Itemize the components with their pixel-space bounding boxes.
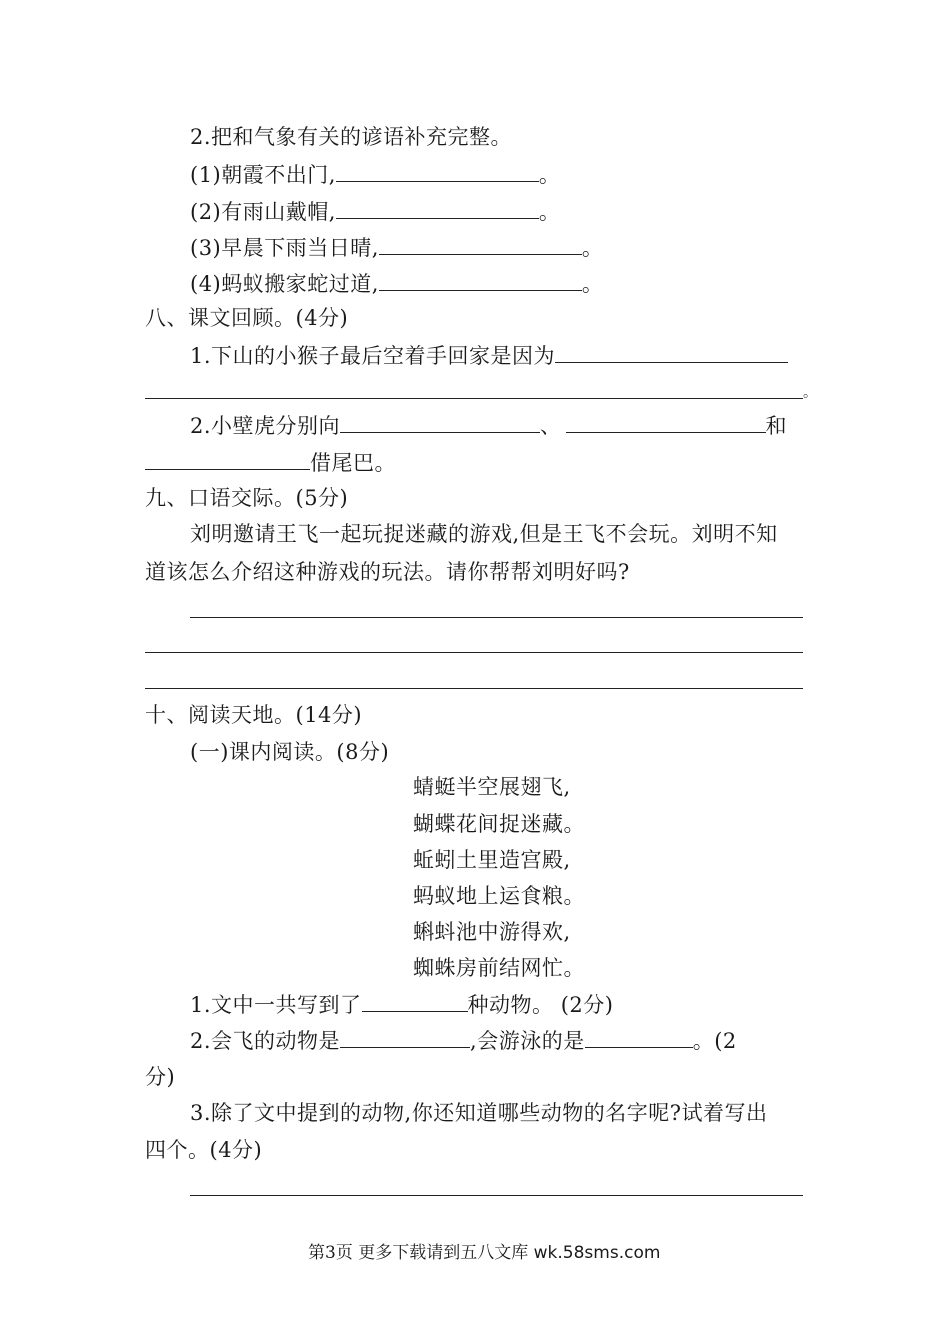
answer-blank[interactable]	[362, 989, 468, 1012]
footer-text: 第3页 更多下载请到五八文库	[308, 1243, 529, 1263]
proverb-text: (2)有雨山戴帽,	[190, 200, 336, 224]
answer-blank[interactable]	[340, 410, 540, 433]
subsection-heading: (一)课内阅读。(8分)	[190, 740, 390, 764]
period: 。	[803, 385, 818, 401]
poem-line: 蝴蝶花间捉迷藏。	[413, 812, 585, 836]
poem-line: 蝌蚪池中游得欢,	[413, 920, 571, 944]
question-text: 借尾巴。	[310, 451, 396, 475]
question-text: 1.下山的小猴子最后空着手回家是因为	[190, 344, 556, 368]
poem-line: 蜻蜓半空展翅飞,	[413, 775, 571, 799]
review-question-2-cont	[145, 447, 396, 478]
period: 。	[538, 200, 561, 224]
poem-line: 蚯蚓土里造宫殿,	[413, 848, 571, 872]
question-text: 2.小壁虎分别向	[190, 414, 341, 438]
reading-question-2-cont: 分)	[145, 1065, 176, 1089]
separator: 、	[540, 414, 562, 438]
question-text: ,会游泳的是	[470, 1029, 585, 1053]
prompt-line-1: 刘明邀请王飞一起玩捉迷藏的游戏,但是王飞不会玩。刘明不知	[190, 522, 778, 546]
proverb-item-4	[190, 268, 603, 299]
reading-question-3: 3.除了文中提到的动物,你还知道哪些动物的名字呢?试着写出	[190, 1101, 768, 1125]
question-text: 1.文中一共写到了	[190, 993, 362, 1017]
proverb-text: (1)朝霞不出门,	[190, 163, 336, 187]
question-text: 2.会飞的动物是	[190, 1029, 341, 1053]
answer-blank[interactable]	[379, 268, 582, 291]
answer-blank[interactable]	[336, 196, 539, 219]
poem-line: 蚂蚁地上运食粮。	[413, 884, 585, 908]
reading-question-2	[190, 1025, 737, 1056]
question-text: 。(2	[692, 1029, 737, 1053]
poem-line: 蜘蛛房前结网忙。	[413, 956, 585, 980]
proverb-item-3	[190, 232, 603, 263]
answer-blank[interactable]	[566, 410, 766, 433]
proverb-item-1	[190, 159, 560, 190]
answer-blank[interactable]	[555, 340, 788, 363]
review-question-2	[190, 410, 787, 441]
answer-blank[interactable]	[379, 232, 582, 255]
period: 。	[581, 236, 604, 260]
period: 。	[538, 163, 561, 187]
answer-line[interactable]	[145, 398, 803, 399]
section-heading-8: 八、课文回顾。(4分)	[145, 306, 349, 330]
reading-question-1	[190, 989, 613, 1020]
section-heading-9: 九、口语交际。(5分)	[145, 486, 349, 510]
answer-blank[interactable]	[340, 1025, 470, 1048]
footer-link[interactable]: wk.58sms.com	[533, 1243, 661, 1263]
question-title: 2.把和气象有关的谚语补充完整。	[190, 125, 513, 149]
question-text: 种动物。 (2分)	[467, 993, 614, 1017]
reading-question-3-cont: 四个。(4分)	[145, 1138, 263, 1162]
review-question-1	[190, 340, 788, 371]
answer-line[interactable]	[145, 652, 803, 653]
answer-line[interactable]	[145, 688, 803, 689]
section-heading-10: 十、阅读天地。(14分)	[145, 703, 363, 727]
prompt-line-2: 道该怎么介绍这种游戏的玩法。请你帮帮刘明好吗?	[145, 560, 630, 584]
period: 。	[581, 272, 604, 296]
answer-blank[interactable]	[336, 159, 539, 182]
page-footer	[308, 1241, 660, 1265]
answer-blank[interactable]	[585, 1025, 693, 1048]
proverb-item-2	[190, 196, 560, 227]
proverb-text: (3)早晨下雨当日晴,	[190, 236, 379, 260]
answer-line[interactable]	[190, 1195, 803, 1196]
proverb-text: (4)蚂蚁搬家蛇过道,	[190, 272, 379, 296]
answer-blank[interactable]	[145, 447, 310, 470]
conjunction: 和	[765, 414, 788, 438]
answer-line[interactable]	[190, 617, 803, 618]
